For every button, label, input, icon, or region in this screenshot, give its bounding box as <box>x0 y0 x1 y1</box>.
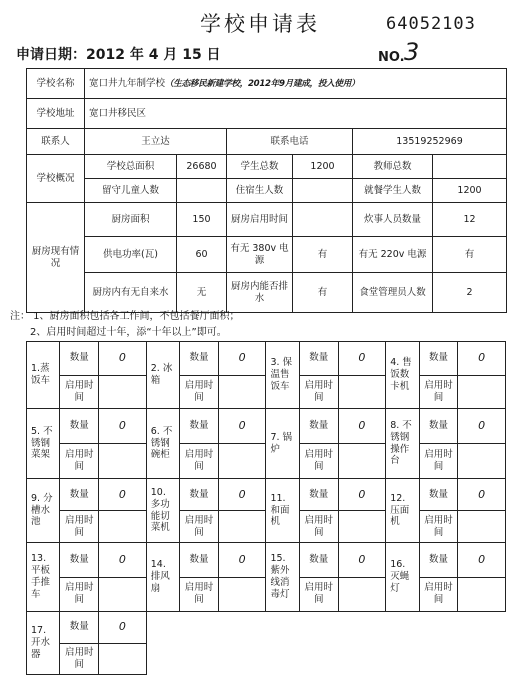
form-number-label: NO. <box>378 50 405 65</box>
equipment-start-label: 启用时间 <box>299 577 338 612</box>
equipment-qty-value[interactable]: 0 <box>218 479 266 511</box>
school-info-table <box>26 68 507 313</box>
equipment-start-label: 启用时间 <box>419 577 458 612</box>
equipment-start-value[interactable] <box>218 375 266 409</box>
power380-value[interactable]: 有 <box>293 237 353 273</box>
canteen-mgr-label: 食堂管理员人数 <box>353 273 433 313</box>
kitchen-area-value[interactable]: 150 <box>177 203 227 237</box>
equipment-start-value[interactable] <box>99 511 147 543</box>
equipment-start-value[interactable] <box>99 444 147 479</box>
equipment-name: 9. 分槽水池 <box>27 479 60 543</box>
equipment-start-value[interactable] <box>338 444 386 479</box>
equipment-name: 10. 多功能切菜机 <box>146 479 179 543</box>
water-in-value[interactable]: 无 <box>177 273 227 313</box>
school-name-value: 宽口井九年制学校 <box>89 77 166 89</box>
contact-label: 联系人 <box>27 129 85 155</box>
equipment-qty-label: 数量 <box>180 342 219 376</box>
equipment-qty-label: 数量 <box>299 543 338 578</box>
equipment-qty-value[interactable]: 0 <box>218 409 266 444</box>
cooks-label: 炊事人员数量 <box>353 203 433 237</box>
equipment-qty-value[interactable]: 0 <box>99 409 147 444</box>
equipment-qty-value[interactable]: 0 <box>99 342 147 376</box>
equipment-table <box>26 341 506 675</box>
equipment-qty-value[interactable]: 0 <box>338 342 386 376</box>
equipment-qty-label: 数量 <box>299 479 338 511</box>
equipment-start-value[interactable] <box>338 577 386 612</box>
drain-value[interactable]: 有 <box>293 273 353 313</box>
equipment-start-label: 启用时间 <box>60 375 99 409</box>
equipment-qty-label: 数量 <box>60 342 99 376</box>
equipment-start-value[interactable] <box>338 511 386 543</box>
address-value[interactable]: 宽口井移民区 <box>85 99 507 129</box>
dining-label: 就餐学生人数 <box>353 179 433 203</box>
equipment-qty-value[interactable]: 0 <box>338 543 386 578</box>
equipment-qty-label: 数量 <box>60 479 99 511</box>
canteen-mgr-value[interactable]: 2 <box>433 273 507 313</box>
left-behind-label: 留守儿童人数 <box>85 179 177 203</box>
equipment-qty-label: 数量 <box>299 342 338 376</box>
left-behind-value[interactable] <box>177 179 227 203</box>
equipment-name: 12. 压面机 <box>386 479 419 543</box>
equipment-name: 14. 排风扇 <box>146 543 179 612</box>
equipment-qty-label: 数量 <box>419 543 458 578</box>
equipment-start-label: 启用时间 <box>60 444 99 479</box>
equipment-qty-value[interactable]: 0 <box>99 479 147 511</box>
equipment-name: 15. 紫外线消毒灯 <box>266 543 299 612</box>
note-1: 注： 1、厨房面积包括各工作间，不包括餐厅面积； <box>10 311 240 322</box>
equipment-start-label: 启用时间 <box>180 577 219 612</box>
contact-value[interactable]: 王立达 <box>85 129 227 155</box>
empty-cell <box>146 612 266 675</box>
phone-value[interactable]: 13519252969 <box>353 129 507 155</box>
equipment-qty-value[interactable]: 0 <box>338 479 386 511</box>
power220-value[interactable]: 有 <box>433 237 507 273</box>
form-number-value: 3 <box>404 38 420 66</box>
equipment-start-label: 启用时间 <box>299 375 338 409</box>
overview-label: 学校概况 <box>27 155 85 203</box>
equipment-qty-label: 数量 <box>419 479 458 511</box>
equipment-qty-label: 数量 <box>60 543 99 578</box>
equipment-name: 11. 和面机 <box>266 479 299 543</box>
equipment-start-label: 启用时间 <box>180 511 219 543</box>
total-area-value[interactable]: 26680 <box>177 155 227 179</box>
equipment-start-value[interactable] <box>338 375 386 409</box>
students-total-value[interactable]: 1200 <box>293 155 353 179</box>
equipment-start-label: 启用时间 <box>180 375 219 409</box>
water-in-label: 厨房内有无自来水 <box>85 273 177 313</box>
equipment-name: 13. 平板手推车 <box>27 543 60 612</box>
equipment-start-label: 启用时间 <box>60 643 99 675</box>
students-total-label: 学生总数 <box>227 155 293 179</box>
power-value[interactable]: 60 <box>177 237 227 273</box>
application-date: 申请日期：2012 年 4 月 15 日 <box>16 47 221 63</box>
equipment-name: 5. 不锈钢菜架 <box>27 409 60 479</box>
equipment-name: 1.蒸饭车 <box>27 342 60 409</box>
serial-number: 64052103 <box>386 14 476 34</box>
school-name-cell[interactable] <box>85 69 507 99</box>
equipment-start-value[interactable] <box>458 444 506 479</box>
equipment-qty-value[interactable]: 0 <box>458 479 506 511</box>
equipment-qty-value[interactable]: 0 <box>218 342 266 376</box>
equipment-start-value[interactable] <box>99 643 147 675</box>
equipment-start-value[interactable] <box>458 511 506 543</box>
equipment-start-label: 启用时间 <box>60 577 99 612</box>
equipment-name: 6. 不锈钢碗柜 <box>146 409 179 479</box>
equipment-qty-label: 数量 <box>299 409 338 444</box>
empty-cell <box>386 612 506 675</box>
equipment-start-label: 启用时间 <box>180 444 219 479</box>
equipment-start-value[interactable] <box>218 444 266 479</box>
power380-label: 有无 380v 电源 <box>227 237 293 273</box>
equipment-start-value[interactable] <box>218 511 266 543</box>
note-2: 2、启用时间超过十年，添“十年以上”即可。 <box>30 327 227 338</box>
equipment-start-label: 启用时间 <box>419 444 458 479</box>
equipment-qty-label: 数量 <box>419 342 458 376</box>
school-name-note: （生态移民新建学校，2012年9月建成，投入使用） <box>165 78 360 89</box>
equipment-start-value[interactable] <box>218 577 266 612</box>
equipment-qty-label: 数量 <box>60 409 99 444</box>
equipment-start-value[interactable] <box>458 577 506 612</box>
equipment-start-value[interactable] <box>99 577 147 612</box>
equipment-qty-label: 数量 <box>60 612 99 644</box>
equipment-qty-value[interactable]: 0 <box>458 409 506 444</box>
equipment-qty-value[interactable]: 0 <box>338 409 386 444</box>
equipment-start-label: 启用时间 <box>299 511 338 543</box>
power-label: 供电功率(瓦) <box>85 237 177 273</box>
equipment-qty-label: 数量 <box>419 409 458 444</box>
address-label: 学校地址 <box>27 99 85 129</box>
teachers-total-value[interactable] <box>433 155 507 179</box>
kitchen-area-label: 厨房面积 <box>85 203 177 237</box>
teachers-total-label: 教师总数 <box>353 155 433 179</box>
equipment-name: 8. 不锈钢操作台 <box>386 409 419 479</box>
equipment-start-label: 启用时间 <box>299 444 338 479</box>
equipment-name: 4. 售饭数卡机 <box>386 342 419 409</box>
equipment-qty-label: 数量 <box>180 479 219 511</box>
total-area-label: 学校总面积 <box>85 155 177 179</box>
equipment-name: 7. 锅炉 <box>266 409 299 479</box>
equipment-start-label: 启用时间 <box>60 511 99 543</box>
equipment-qty-value[interactable]: 0 <box>458 342 506 376</box>
empty-cell <box>266 612 386 675</box>
equipment-name: 2. 冰箱 <box>146 342 179 409</box>
boarding-label: 住宿生人数 <box>227 179 293 203</box>
kitchen-start-value[interactable] <box>293 203 353 237</box>
kitchen-label: 厨房现有情况 <box>27 203 85 313</box>
boarding-value[interactable] <box>293 179 353 203</box>
equipment-start-label: 启用时间 <box>419 375 458 409</box>
page-title: 学校申请表 <box>200 12 320 36</box>
equipment-qty-value[interactable]: 0 <box>99 612 147 644</box>
school-name-label: 学校名称 <box>27 69 85 99</box>
equipment-qty-label: 数量 <box>180 543 219 578</box>
equipment-qty-value[interactable]: 0 <box>218 543 266 578</box>
equipment-start-value[interactable] <box>458 375 506 409</box>
equipment-qty-value[interactable]: 0 <box>458 543 506 578</box>
dining-value[interactable]: 1200 <box>433 179 507 203</box>
power220-label: 有无 220v 电源 <box>353 237 433 273</box>
equipment-start-value[interactable] <box>99 375 147 409</box>
equipment-name: 3. 保温售饭车 <box>266 342 299 409</box>
equipment-qty-value[interactable]: 0 <box>99 543 147 578</box>
kitchen-start-label: 厨房启用时间 <box>227 203 293 237</box>
equipment-name: 16. 灭蝇灯 <box>386 543 419 612</box>
equipment-start-label: 启用时间 <box>419 511 458 543</box>
equipment-qty-label: 数量 <box>180 409 219 444</box>
phone-label: 联系电话 <box>227 129 353 155</box>
drain-label: 厨房内能否排水 <box>227 273 293 313</box>
equipment-name: 17. 开水器 <box>27 612 60 675</box>
cooks-value[interactable]: 12 <box>433 203 507 237</box>
